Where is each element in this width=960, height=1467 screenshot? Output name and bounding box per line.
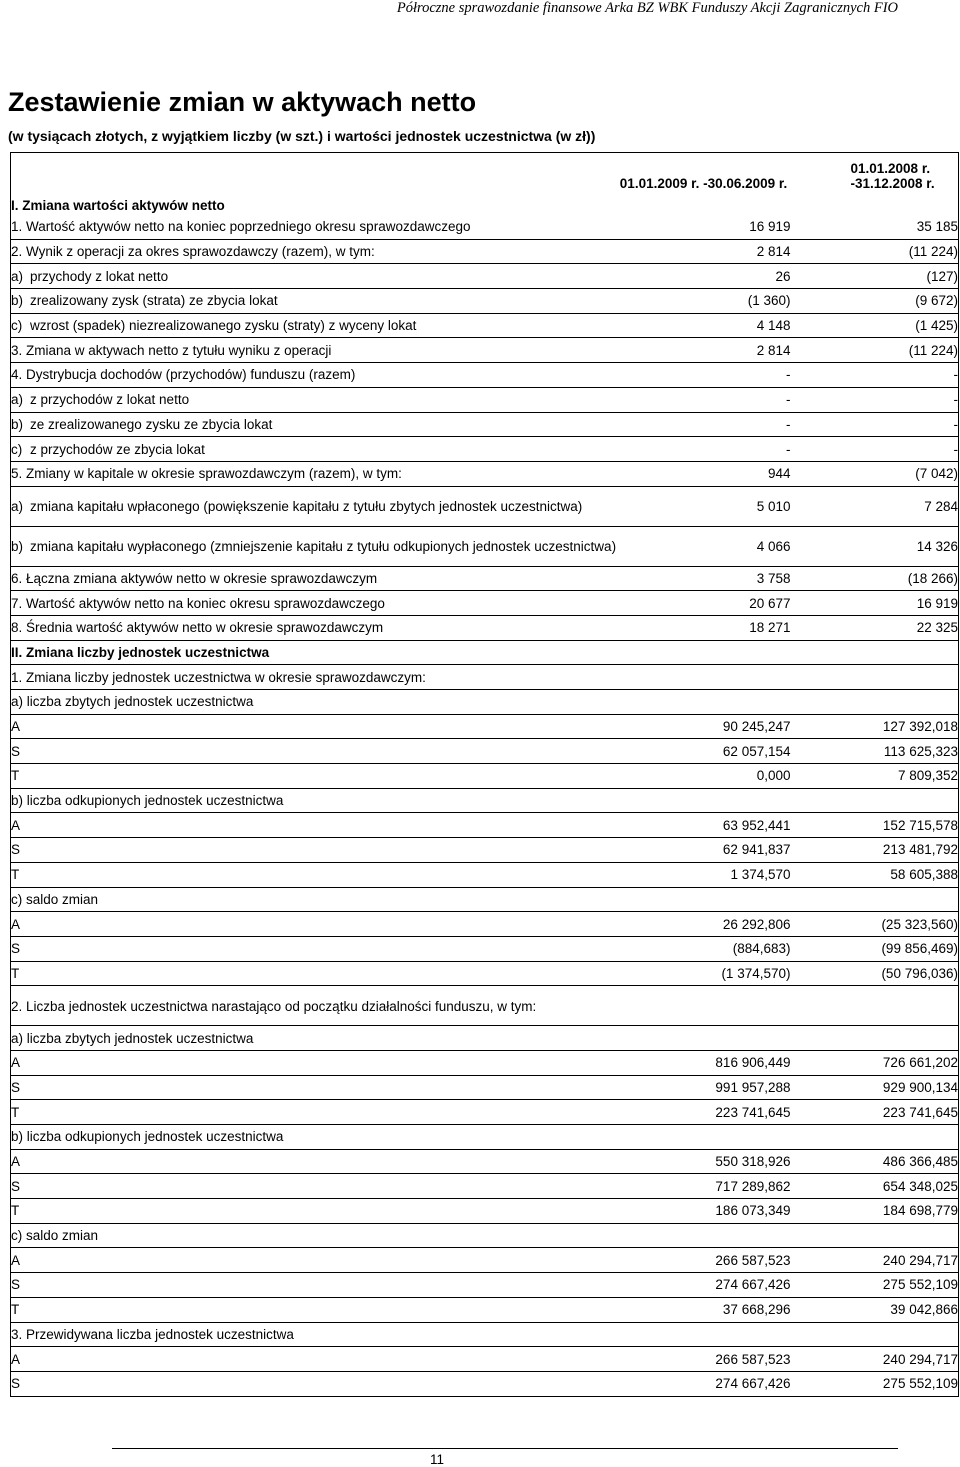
value-2009: 5 010 — [617, 486, 791, 526]
value-2009 — [617, 665, 791, 690]
value-2009 — [617, 1322, 791, 1347]
list-marker: c) — [11, 318, 23, 334]
table-row — [11, 690, 959, 715]
table-row — [11, 1050, 959, 1075]
table-row — [11, 591, 959, 616]
value-2009: 3 758 — [617, 566, 791, 591]
value-2008: 113 625,323 — [791, 739, 959, 764]
value-2009: 550 318,926 — [617, 1149, 791, 1174]
row-label: A — [11, 1347, 617, 1372]
table-row — [11, 764, 959, 789]
table-row — [11, 615, 959, 640]
row-label: A — [11, 1149, 617, 1174]
value-2009: 37 668,296 — [617, 1297, 791, 1322]
list-item — [11, 293, 617, 308]
list-item — [11, 417, 617, 432]
value-2008: 16 919 — [791, 591, 959, 616]
table-row — [11, 838, 959, 863]
value-2008: (25 323,560) — [791, 912, 959, 937]
value-2008: - — [791, 412, 959, 437]
list-text: zmiana kapitału wypłaconego (zmniejszenie kapitału z tytułu odkupionych jednostek uczestnictwa) — [30, 539, 617, 555]
table-row — [11, 1248, 959, 1273]
value-2009: 2 814 — [617, 338, 791, 363]
row-label: S — [11, 1273, 617, 1298]
value-2008: - — [791, 437, 959, 462]
value-2009: 274 667,426 — [617, 1371, 791, 1396]
row-label: S — [11, 1371, 617, 1396]
financial-table-container — [10, 152, 958, 1397]
page-number: 11 — [430, 1452, 445, 1467]
row-label — [11, 387, 617, 412]
row-label: A — [11, 1248, 617, 1273]
value-2009 — [617, 887, 791, 912]
table-row — [11, 665, 959, 690]
row-label: 2. Liczba jednostek uczestnictwa narastająco od początku działalności funduszu, w tym: — [11, 986, 617, 1026]
value-2009: 717 289,862 — [617, 1174, 791, 1199]
table-row — [11, 526, 959, 566]
value-2008 — [791, 1223, 959, 1248]
value-2009 — [617, 1125, 791, 1150]
row-label — [11, 526, 617, 566]
row-label: c) saldo zmian — [11, 887, 617, 912]
value-2008: 58 605,388 — [791, 862, 959, 887]
value-2009: 991 957,288 — [617, 1075, 791, 1100]
value-2009: 1 374,570 — [617, 862, 791, 887]
list-item — [11, 539, 617, 554]
row-label: 3. Zmiana w aktywach netto z tytułu wyniku z operacji — [11, 338, 617, 363]
row-label: A — [11, 1050, 617, 1075]
list-marker: a) — [11, 268, 24, 284]
list-marker: a) — [11, 499, 24, 515]
value-2009 — [617, 690, 791, 715]
value-2008: (11 224) — [791, 239, 959, 264]
row-label: b) liczba odkupionych jednostek uczestnictwa — [11, 1125, 617, 1150]
row-label: A — [11, 813, 617, 838]
section-heading: II. Zmiana liczby jednostek uczestnictwa — [11, 640, 617, 665]
list-text: ze zrealizowanego zysku ze zbycia lokat — [30, 416, 273, 432]
value-2008 — [791, 690, 959, 715]
row-label: T — [11, 961, 617, 986]
row-label: S — [11, 739, 617, 764]
list-text: z przychodów ze zbycia lokat — [30, 441, 205, 457]
table-row — [11, 239, 959, 264]
value-2008: 39 042,866 — [791, 1297, 959, 1322]
value-2008: (50 796,036) — [791, 961, 959, 986]
list-text: zmiana kapitału wpłaconego (powiększenie kapitału z tytułu zbytych jednostek uczestnictwa) — [30, 499, 583, 515]
table-row — [11, 437, 959, 462]
value-2008: 240 294,717 — [791, 1347, 959, 1372]
table-row — [11, 1149, 959, 1174]
value-2008: (18 266) — [791, 566, 959, 591]
list-text: zrealizowany zysk (strata) ze zbycia lokat — [30, 293, 278, 309]
footer-divider — [112, 1448, 898, 1449]
value-2009: 63 952,441 — [617, 813, 791, 838]
value-2008: - — [791, 363, 959, 388]
value-2008: 35 185 — [791, 215, 959, 239]
value-2008: - — [791, 387, 959, 412]
table-row — [11, 461, 959, 486]
list-item — [11, 499, 617, 514]
table-row — [11, 566, 959, 591]
table-row — [11, 338, 959, 363]
value-2008 — [791, 788, 959, 813]
value-2009: 26 — [617, 264, 791, 289]
value-2009 — [617, 1223, 791, 1248]
value-2009 — [617, 640, 791, 665]
row-label: S — [11, 1075, 617, 1100]
table-row — [11, 739, 959, 764]
value-2008 — [791, 665, 959, 690]
value-2008: (7 042) — [791, 461, 959, 486]
list-marker: b) — [11, 539, 24, 555]
row-label: a) liczba zbytych jednostek uczestnictwa — [11, 690, 617, 715]
row-label: 2. Wynik z operacji za okres sprawozdawczy (razem), w tym: — [11, 239, 617, 264]
value-2009: 186 073,349 — [617, 1199, 791, 1224]
row-label: c) saldo zmian — [11, 1223, 617, 1248]
value-2009: 266 587,523 — [617, 1347, 791, 1372]
table-row — [11, 1297, 959, 1322]
column-header — [617, 153, 791, 216]
list-marker: a) — [11, 392, 24, 408]
table-row — [11, 1273, 959, 1298]
table-row — [11, 862, 959, 887]
running-header: Półroczne sprawozdanie finansowe Arka BZ WBK Funduszy Akcji Zagranicznych FIO — [396, 0, 898, 16]
value-2009: - — [617, 363, 791, 388]
value-2008: 184 698,779 — [791, 1199, 959, 1224]
value-2008 — [791, 1125, 959, 1150]
table-row — [11, 1100, 959, 1125]
row-label: a) liczba zbytych jednostek uczestnictwa — [11, 1026, 617, 1051]
row-label: S — [11, 838, 617, 863]
value-2008: 240 294,717 — [791, 1248, 959, 1273]
net-assets-table — [10, 152, 959, 1397]
value-2008: 152 715,578 — [791, 813, 959, 838]
table-row — [11, 714, 959, 739]
value-2008: (127) — [791, 264, 959, 289]
table-row — [11, 1174, 959, 1199]
list-marker: c) — [11, 441, 23, 457]
value-2008 — [791, 640, 959, 665]
value-2008: 7 284 — [791, 486, 959, 526]
value-2008 — [791, 1322, 959, 1347]
list-item — [11, 318, 617, 333]
table-row — [11, 1125, 959, 1150]
table-row — [11, 1026, 959, 1051]
value-2009: 16 919 — [617, 215, 791, 239]
value-2008 — [791, 887, 959, 912]
row-label: T — [11, 1199, 617, 1224]
value-2009: (884,683) — [617, 936, 791, 961]
section-heading: I. Zmiana wartości aktywów netto — [11, 198, 225, 213]
value-2009: (1 360) — [617, 289, 791, 314]
value-2008: (11 224) — [791, 338, 959, 363]
value-2009: 944 — [617, 461, 791, 486]
value-2009: 18 271 — [617, 615, 791, 640]
value-2009: 274 667,426 — [617, 1273, 791, 1298]
row-label: T — [11, 764, 617, 789]
list-text: z przychodów z lokat netto — [30, 392, 190, 408]
value-2009: 26 292,806 — [617, 912, 791, 937]
table-row — [11, 363, 959, 388]
list-text: wzrost (spadek) niezrealizowanego zysku (straty) z wyceny lokat — [30, 318, 417, 334]
list-item — [11, 269, 617, 284]
value-2009 — [617, 986, 791, 1026]
value-2008: 213 481,792 — [791, 838, 959, 863]
table-row — [11, 986, 959, 1026]
table-row — [11, 1371, 959, 1396]
value-2008: 275 552,109 — [791, 1371, 959, 1396]
row-label: 1. Zmiana liczby jednostek uczestnictwa w okresie sprawozdawczym: — [11, 665, 617, 690]
value-2008: 7 809,352 — [791, 764, 959, 789]
table-row — [11, 912, 959, 937]
row-label: 8. Średnia wartość aktywów netto w okresie sprawozdawczym — [11, 615, 617, 640]
row-label — [11, 264, 617, 289]
table-row — [11, 1075, 959, 1100]
column-header-text: 01.01.2009 r. -30.06.2009 r. — [619, 176, 788, 191]
value-2009: 266 587,523 — [617, 1248, 791, 1273]
value-2008: 486 366,485 — [791, 1149, 959, 1174]
value-2008: 654 348,025 — [791, 1174, 959, 1199]
table-row — [11, 264, 959, 289]
row-label: T — [11, 1100, 617, 1125]
table-row — [11, 788, 959, 813]
value-2008: (99 856,469) — [791, 936, 959, 961]
column-header — [791, 153, 959, 216]
value-2009: 62 941,837 — [617, 838, 791, 863]
row-label: A — [11, 912, 617, 937]
table-row — [11, 813, 959, 838]
list-marker: b) — [11, 293, 24, 309]
value-2009: 816 906,449 — [617, 1050, 791, 1075]
value-2009: - — [617, 437, 791, 462]
list-marker: b) — [11, 416, 24, 432]
value-2009: - — [617, 412, 791, 437]
table-row — [11, 1199, 959, 1224]
value-2009: 4 148 — [617, 313, 791, 338]
list-text: przychody z lokat netto — [30, 268, 169, 284]
value-2009: 20 677 — [617, 591, 791, 616]
table-row — [11, 215, 959, 239]
table-row — [11, 936, 959, 961]
row-label: 4. Dystrybucja dochodów (przychodów) funduszu (razem) — [11, 363, 617, 388]
value-2009: 0,000 — [617, 764, 791, 789]
value-2008 — [791, 986, 959, 1026]
value-2009: (1 374,570) — [617, 961, 791, 986]
value-2008 — [791, 1026, 959, 1051]
row-label — [11, 412, 617, 437]
value-2009 — [617, 1026, 791, 1051]
row-label — [11, 313, 617, 338]
page-subtitle: (w tysiącach złotych, z wyjątkiem liczby (w szt.) i wartości jednostek uczestnictwa (w zł)) — [8, 128, 596, 144]
value-2009: 90 245,247 — [617, 714, 791, 739]
table-row — [11, 412, 959, 437]
row-label: A — [11, 714, 617, 739]
row-label: 6. Łączna zmiana aktywów netto w okresie sprawozdawczym — [11, 566, 617, 591]
list-item — [11, 392, 617, 407]
value-2008: (9 672) — [791, 289, 959, 314]
row-label: T — [11, 862, 617, 887]
value-2008: 929 900,134 — [791, 1075, 959, 1100]
row-label — [11, 437, 617, 462]
value-2009: 4 066 — [617, 526, 791, 566]
row-label — [11, 486, 617, 526]
table-row — [11, 887, 959, 912]
value-2008: 22 325 — [791, 615, 959, 640]
value-2008: 14 326 — [791, 526, 959, 566]
table-row — [11, 1347, 959, 1372]
column-header-text: 01.01.2008 r. -31.12.2008 r. — [850, 161, 935, 191]
row-label: S — [11, 1174, 617, 1199]
section-row — [11, 640, 959, 665]
value-2009: 2 814 — [617, 239, 791, 264]
value-2009: 62 057,154 — [617, 739, 791, 764]
table-header-row — [11, 153, 959, 216]
row-label: 7. Wartość aktywów netto na koniec okresu sprawozdawczego — [11, 591, 617, 616]
row-label: S — [11, 936, 617, 961]
value-2008: (1 425) — [791, 313, 959, 338]
table-row — [11, 486, 959, 526]
table-row — [11, 289, 959, 314]
row-label: b) liczba odkupionych jednostek uczestnictwa — [11, 788, 617, 813]
value-2008: 223 741,645 — [791, 1100, 959, 1125]
table-row — [11, 1223, 959, 1248]
row-label: 5. Zmiany w kapitale w okresie sprawozdawczym (razem), w tym: — [11, 461, 617, 486]
page-title: Zestawienie zmian w aktywach netto — [8, 87, 477, 117]
value-2009: 223 741,645 — [617, 1100, 791, 1125]
value-2009 — [617, 788, 791, 813]
table-row — [11, 961, 959, 986]
table-row — [11, 387, 959, 412]
table-row — [11, 313, 959, 338]
value-2009: - — [617, 387, 791, 412]
row-label: 3. Przewidywana liczba jednostek uczestnictwa — [11, 1322, 617, 1347]
row-label: T — [11, 1297, 617, 1322]
value-2008: 127 392,018 — [791, 714, 959, 739]
row-label — [11, 289, 617, 314]
table-row — [11, 1322, 959, 1347]
row-label: 1. Wartość aktywów netto na koniec poprzedniego okresu sprawozdawczego — [11, 215, 617, 239]
list-item — [11, 442, 617, 457]
value-2008: 275 552,109 — [791, 1273, 959, 1298]
value-2008: 726 661,202 — [791, 1050, 959, 1075]
